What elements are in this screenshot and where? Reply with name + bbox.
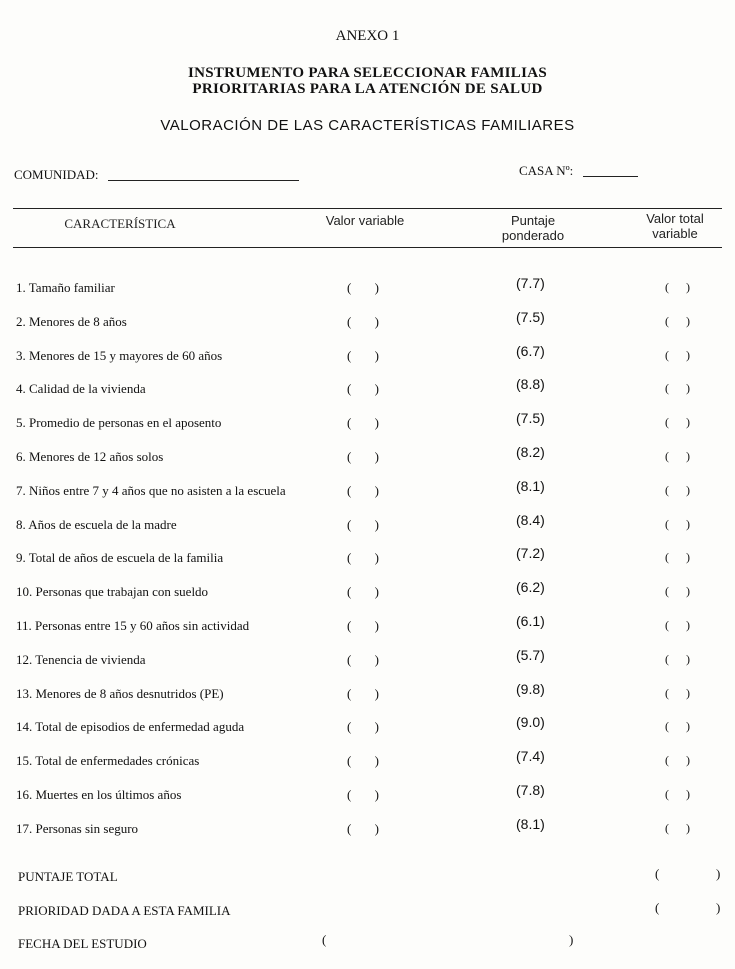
- table-row: [0, 613, 735, 638]
- total-value-field[interactable]: ( ): [665, 820, 690, 835]
- variable-value-field[interactable]: ( ): [347, 651, 379, 667]
- total-value-field[interactable]: ( ): [665, 347, 690, 362]
- variable-value-field[interactable]: ( ): [347, 584, 379, 600]
- table-row: [0, 444, 735, 469]
- weighted-score: (7.2): [516, 545, 545, 562]
- total-value-field[interactable]: ( ): [665, 381, 690, 396]
- column-header-total-value: Valor total variable: [646, 211, 704, 241]
- characteristic-label: 4. Calidad de la vivienda: [16, 381, 146, 397]
- variable-value-field[interactable]: ( ): [347, 482, 379, 498]
- weighted-score: (8.1): [516, 477, 545, 494]
- table-row: [0, 646, 735, 672]
- total-score-close-paren: ): [716, 866, 721, 881]
- variable-value-field[interactable]: ( ): [347, 347, 379, 363]
- study-date-label: FECHA DEL ESTUDIO: [18, 936, 147, 951]
- annex-heading: ANEXO 1: [335, 28, 400, 44]
- table-header-rule: [13, 247, 722, 248]
- weighted-score: (7.5): [516, 308, 545, 325]
- table-row: [0, 275, 735, 300]
- characteristic-label: 5. Promedio de personas en el aposento: [16, 415, 222, 431]
- weighted-score: (9.8): [516, 680, 545, 697]
- characteristic-label: 6. Menores de 12 años solos: [16, 449, 164, 464]
- weighted-score: (8.8): [516, 376, 545, 393]
- table-row: [0, 511, 735, 537]
- variable-value-field[interactable]: ( ): [347, 787, 379, 802]
- table-row: [0, 308, 735, 334]
- table-row: [0, 376, 735, 401]
- weighted-score: (6.1): [516, 613, 545, 629]
- characteristic-label: 7. Niños entre 7 y 4 años que no asisten a la escuela: [16, 482, 286, 498]
- table-row: [0, 342, 735, 368]
- total-value-field[interactable]: ( ): [665, 280, 690, 294]
- table-row: [0, 748, 735, 773]
- total-value-field[interactable]: ( ): [665, 415, 690, 430]
- variable-value-field[interactable]: ( ): [347, 516, 379, 532]
- characteristic-label: 2. Menores de 8 años: [16, 313, 127, 329]
- weighted-score: (8.4): [516, 511, 545, 528]
- weighted-score: (8.2): [516, 444, 545, 460]
- total-value-field[interactable]: ( ): [665, 651, 690, 666]
- characteristic-label: 1. Tamaño familiar: [16, 280, 115, 295]
- variable-value-field[interactable]: ( ): [347, 550, 379, 566]
- characteristic-label: 3. Menores de 15 y mayores de 60 años: [16, 347, 223, 363]
- document-title-line-2: PRIORITARIAS PARA LA ATENCIÓN DE SALUD: [192, 81, 543, 97]
- table-top-rule: [13, 208, 722, 209]
- column-header-variable-value: Valor variable: [325, 213, 405, 228]
- document-title-line-1: INSTRUMENTO PARA SELECCIONAR FAMILIAS: [187, 65, 548, 81]
- weighted-score: (7.8): [516, 782, 545, 798]
- total-value-field[interactable]: ( ): [665, 787, 690, 801]
- total-value-field[interactable]: ( ): [665, 516, 690, 531]
- weighted-score: (5.7): [516, 646, 545, 663]
- column-header-weighted-score: Puntaje ponderado: [501, 213, 565, 243]
- characteristic-label: 10. Personas que trabajan con sueldo: [16, 584, 209, 600]
- variable-value-field[interactable]: ( ): [347, 685, 379, 701]
- variable-value-field[interactable]: ( ): [347, 719, 379, 735]
- comunidad-field[interactable]: [108, 180, 299, 181]
- study-date-open-paren: (: [322, 932, 327, 947]
- column-header-characteristic: CARACTERÍSTICA: [64, 216, 176, 231]
- weighted-score: (7.4): [516, 748, 545, 765]
- weighted-score: (9.0): [516, 714, 545, 731]
- total-value-field[interactable]: ( ): [665, 753, 690, 768]
- characteristic-label: 15. Total de enfermedades crónicas: [16, 753, 200, 769]
- variable-value-field[interactable]: ( ): [347, 415, 379, 431]
- characteristic-label: 12. Tenencia de vivienda: [16, 651, 146, 667]
- total-value-field[interactable]: ( ): [665, 618, 690, 632]
- study-date-close-paren: ): [569, 932, 574, 947]
- characteristic-label: 11. Personas entre 15 y 60 años sin actividad: [16, 618, 250, 633]
- total-value-field[interactable]: ( ): [665, 313, 690, 328]
- characteristic-label: 16. Muertes en los últimos años: [16, 787, 182, 802]
- table-row: [0, 714, 735, 739]
- characteristic-label: 17. Personas sin seguro: [16, 820, 139, 836]
- variable-value-field[interactable]: ( ): [347, 381, 379, 397]
- table-row: [0, 680, 735, 706]
- table-row: [0, 579, 735, 604]
- variable-value-field[interactable]: ( ): [347, 313, 379, 329]
- casa-label: CASA Nº:: [519, 163, 574, 178]
- weighted-score: (8.1): [516, 815, 545, 832]
- total-value-field[interactable]: ( ): [665, 584, 690, 599]
- characteristic-label: 9. Total de años de escuela de la familia: [16, 550, 224, 566]
- priority-close-paren: ): [716, 900, 721, 915]
- table-row: [0, 410, 735, 435]
- table-row: [0, 477, 735, 503]
- table-row: [0, 782, 735, 807]
- variable-value-field[interactable]: ( ): [347, 753, 379, 769]
- priority-label: PRIORIDAD DADA A ESTA FAMILIA: [18, 903, 231, 918]
- comunidad-label: COMUNIDAD:: [14, 167, 99, 182]
- total-value-field[interactable]: ( ): [665, 449, 690, 463]
- table-row: [0, 545, 735, 570]
- total-value-field[interactable]: ( ): [665, 685, 690, 700]
- weighted-score: (6.7): [516, 342, 545, 359]
- total-value-field[interactable]: ( ): [665, 719, 690, 734]
- casa-field[interactable]: [583, 176, 638, 177]
- table-row: [0, 815, 735, 841]
- total-value-field[interactable]: ( ): [665, 550, 690, 565]
- characteristic-label: 14. Total de episodios de enfermedad aguda: [16, 719, 245, 735]
- total-score-label: PUNTAJE TOTAL: [18, 869, 118, 884]
- document-subtitle: VALORACIÓN DE LAS CARACTERÍSTICAS FAMILIARES: [160, 117, 575, 134]
- variable-value-field[interactable]: ( ): [347, 618, 379, 633]
- characteristic-label: 13. Menores de 8 años desnutridos (PE): [16, 685, 224, 701]
- total-score-open-paren: (: [655, 866, 660, 881]
- characteristic-label: 8. Años de escuela de la madre: [16, 516, 177, 532]
- weighted-score: (6.2): [516, 579, 545, 596]
- total-value-field[interactable]: ( ): [665, 482, 690, 497]
- variable-value-field[interactable]: ( ): [347, 280, 379, 295]
- priority-open-paren: (: [655, 900, 660, 915]
- variable-value-field[interactable]: ( ): [347, 820, 379, 836]
- weighted-score: (7.7): [516, 275, 545, 291]
- variable-value-field[interactable]: ( ): [347, 449, 379, 464]
- weighted-score: (7.5): [516, 410, 545, 427]
